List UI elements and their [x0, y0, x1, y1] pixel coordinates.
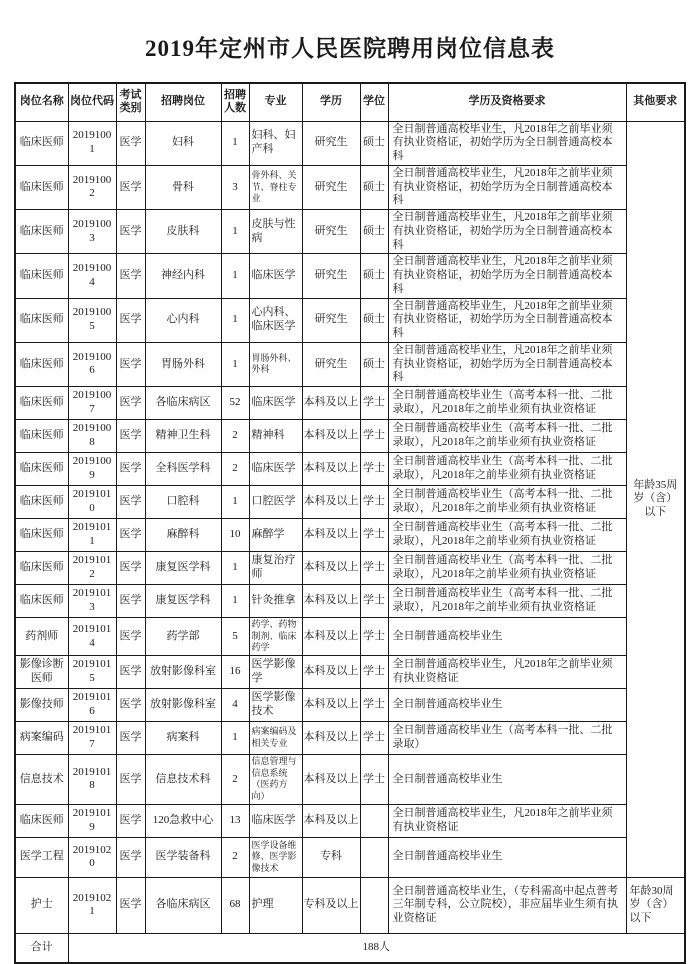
job-code-cell: 20191001	[68, 121, 116, 165]
job-table	[14, 82, 686, 964]
job-name-cell: 临床医师	[15, 552, 68, 585]
education-cell: 本科及以上	[302, 618, 360, 656]
job-name-cell: 影像诊断医师	[15, 656, 68, 689]
job-name-cell: 医学工程	[15, 837, 68, 877]
job-code-cell: 20191002	[68, 165, 116, 209]
major-cell: 医学设备维修、医学影像技术	[249, 837, 302, 877]
job-code-cell: 20191016	[68, 689, 116, 722]
recruit-dept-cell: 神经内科	[145, 254, 221, 298]
job-name-cell: 临床医师	[15, 585, 68, 618]
job-name-cell: 临床医师	[15, 420, 68, 453]
exam-category-cell: 医学	[116, 722, 145, 755]
table-row	[15, 453, 685, 486]
requirements-cell: 全日制普通高校毕业生，凡2018年之前毕业须有执业资格证，初始学历为全日制普通高校本科	[388, 210, 626, 254]
recruit-dept-cell: 药学部	[145, 618, 221, 656]
recruit-count-cell: 2	[221, 453, 249, 486]
education-cell: 本科及以上	[302, 387, 360, 420]
exam-category-cell: 医学	[116, 121, 145, 165]
job-code-cell: 20191008	[68, 420, 116, 453]
exam-category-cell: 医学	[116, 486, 145, 519]
table-row	[15, 298, 685, 342]
recruit-count-cell: 52	[221, 387, 249, 420]
job-code-cell: 20191012	[68, 552, 116, 585]
requirements-cell: 全日制普通高校毕业生，凡2018年之前毕业须有执业资格证，初始学历为全日制普通高校本科	[388, 121, 626, 165]
recruit-count-cell: 1	[221, 486, 249, 519]
degree-cell	[360, 877, 388, 933]
degree-cell: 学士	[360, 453, 388, 486]
table-row	[15, 486, 685, 519]
job-code-cell: 20191018	[68, 755, 116, 805]
header-job-code: 岗位代码	[68, 83, 116, 121]
job-code-cell: 20191003	[68, 210, 116, 254]
job-name-cell: 临床医师	[15, 453, 68, 486]
job-code-cell: 20191020	[68, 837, 116, 877]
education-cell: 本科及以上	[302, 453, 360, 486]
exam-category-cell: 医学	[116, 453, 145, 486]
header-recruit-dept: 招聘岗位	[145, 83, 221, 121]
major-cell: 麻醉学	[249, 519, 302, 552]
exam-category-cell: 医学	[116, 165, 145, 209]
requirements-cell: 全日制普通高校毕业生，凡2018年之前毕业须有执业资格证	[388, 656, 626, 689]
job-code-cell: 20191011	[68, 519, 116, 552]
requirements-cell: 全日制普通高校毕业生，凡2018年之前毕业须有执业资格证，初始学历为全日制普通高校本科	[388, 254, 626, 298]
degree-cell: 硕士	[360, 298, 388, 342]
job-name-cell: 临床医师	[15, 165, 68, 209]
degree-cell: 学士	[360, 755, 388, 805]
major-cell: 临床医学	[249, 387, 302, 420]
job-name-cell: 药剂师	[15, 618, 68, 656]
major-cell: 医学影像学	[249, 656, 302, 689]
requirements-cell: 全日制普通高校毕业生（高考本科一批、二批录取），凡2018年之前毕业须有执业资格证	[388, 486, 626, 519]
recruit-dept-cell: 信息技术科	[145, 755, 221, 805]
exam-category-cell: 医学	[116, 210, 145, 254]
header-degree: 学位	[360, 83, 388, 121]
major-cell: 胃肠外科、外科	[249, 342, 302, 386]
header-education: 学历	[302, 83, 360, 121]
header-row	[15, 83, 685, 121]
job-name-cell: 影像技师	[15, 689, 68, 722]
table-row	[15, 342, 685, 386]
table-row	[15, 165, 685, 209]
recruit-dept-cell: 全科医学科	[145, 453, 221, 486]
major-cell: 临床医学	[249, 804, 302, 837]
recruit-dept-cell: 放射影像科室	[145, 656, 221, 689]
recruit-count-cell: 2	[221, 755, 249, 805]
job-code-cell: 20191009	[68, 453, 116, 486]
education-cell: 研究生	[302, 165, 360, 209]
degree-cell: 学士	[360, 656, 388, 689]
table-row	[15, 420, 685, 453]
education-cell: 本科及以上	[302, 656, 360, 689]
requirements-cell: 全日制普通高校毕业生（高考本科一批、二批录取）	[388, 722, 626, 755]
job-name-cell: 临床医师	[15, 210, 68, 254]
recruit-dept-cell: 康复医学科	[145, 585, 221, 618]
job-name-cell: 临床医师	[15, 486, 68, 519]
job-code-cell: 20191017	[68, 722, 116, 755]
major-cell: 药学、药物制剂、临床药学	[249, 618, 302, 656]
degree-cell: 硕士	[360, 165, 388, 209]
job-code-cell: 20191019	[68, 804, 116, 837]
job-code-cell: 20191006	[68, 342, 116, 386]
degree-cell: 硕士	[360, 342, 388, 386]
recruit-dept-cell: 120急救中心	[145, 804, 221, 837]
header-other-requirements: 其他要求	[626, 83, 685, 121]
requirements-cell: 全日制普通高校毕业生（高考本科一批、二批录取），凡2018年之前毕业须有执业资格证	[388, 420, 626, 453]
recruit-dept-cell: 各临床病区	[145, 877, 221, 933]
recruit-count-cell: 1	[221, 552, 249, 585]
education-cell: 专科	[302, 837, 360, 877]
recruit-count-cell: 1	[221, 722, 249, 755]
education-cell: 本科及以上	[302, 755, 360, 805]
requirements-cell: 全日制普通高校毕业生（高考本科一批、二批录取），凡2018年之前毕业须有执业资格证	[388, 519, 626, 552]
total-value: 188人	[68, 933, 685, 963]
education-cell: 研究生	[302, 121, 360, 165]
recruit-count-cell: 4	[221, 689, 249, 722]
job-code-cell: 20191005	[68, 298, 116, 342]
table-row	[15, 254, 685, 298]
job-name-cell: 临床医师	[15, 298, 68, 342]
job-name-cell: 护士	[15, 877, 68, 933]
job-code-cell: 20191014	[68, 618, 116, 656]
education-cell: 本科及以上	[302, 585, 360, 618]
table-row	[15, 722, 685, 755]
education-cell: 本科及以上	[302, 552, 360, 585]
degree-cell	[360, 804, 388, 837]
job-name-cell: 临床医师	[15, 804, 68, 837]
exam-category-cell: 医学	[116, 519, 145, 552]
header-exam-category: 考试类别	[116, 83, 145, 121]
requirements-cell: 全日制普通高校毕业生，凡2018年之前毕业须有执业资格证，初始学历为全日制普通高校本科	[388, 342, 626, 386]
major-cell: 康复治疗师	[249, 552, 302, 585]
recruit-dept-cell: 妇科	[145, 121, 221, 165]
education-cell: 研究生	[302, 254, 360, 298]
recruit-count-cell: 10	[221, 519, 249, 552]
header-major: 专业	[249, 83, 302, 121]
other-requirement-merged-cell: 年龄35周岁（含）以下	[626, 121, 685, 877]
job-name-cell: 临床医师	[15, 121, 68, 165]
recruit-dept-cell: 心内科	[145, 298, 221, 342]
requirements-cell: 全日制普通高校毕业生	[388, 618, 626, 656]
major-cell: 针灸推拿	[249, 585, 302, 618]
major-cell: 精神科	[249, 420, 302, 453]
job-code-cell: 20191004	[68, 254, 116, 298]
exam-category-cell: 医学	[116, 254, 145, 298]
job-code-cell: 20191010	[68, 486, 116, 519]
table-row	[15, 877, 685, 933]
recruit-count-cell: 1	[221, 121, 249, 165]
recruit-count-cell: 16	[221, 656, 249, 689]
exam-category-cell: 医学	[116, 689, 145, 722]
page-title: 2019年定州市人民医院聘用岗位信息表	[145, 36, 555, 61]
table-row	[15, 804, 685, 837]
table-row	[15, 689, 685, 722]
recruit-count-cell: 1	[221, 254, 249, 298]
exam-category-cell: 医学	[116, 837, 145, 877]
major-cell: 信息管理与信息系统（医药方向）	[249, 755, 302, 805]
degree-cell: 硕士	[360, 210, 388, 254]
recruit-count-cell: 1	[221, 298, 249, 342]
education-cell: 研究生	[302, 342, 360, 386]
exam-category-cell: 医学	[116, 585, 145, 618]
degree-cell: 硕士	[360, 254, 388, 298]
exam-category-cell: 医学	[116, 387, 145, 420]
exam-category-cell: 医学	[116, 552, 145, 585]
exam-category-cell: 医学	[116, 298, 145, 342]
table-row	[15, 585, 685, 618]
total-row	[15, 933, 685, 963]
major-cell: 妇科、妇产科	[249, 121, 302, 165]
table-row	[15, 121, 685, 165]
education-cell: 本科及以上	[302, 486, 360, 519]
education-cell: 专科及以上	[302, 877, 360, 933]
degree-cell: 学士	[360, 689, 388, 722]
education-cell: 本科及以上	[302, 804, 360, 837]
requirements-cell: 全日制普通高校毕业生，（专科需高中起点普考三年制专科，公立院校），非应届毕业生须有执业资格证	[388, 877, 626, 933]
recruit-dept-cell: 口腔科	[145, 486, 221, 519]
major-cell: 皮肤与性病	[249, 210, 302, 254]
major-cell: 临床医学	[249, 453, 302, 486]
requirements-cell: 全日制普通高校毕业生	[388, 755, 626, 805]
table-row	[15, 656, 685, 689]
exam-category-cell: 医学	[116, 804, 145, 837]
job-code-cell: 20191013	[68, 585, 116, 618]
recruit-dept-cell: 放射影像科室	[145, 689, 221, 722]
major-cell: 护理	[249, 877, 302, 933]
major-cell: 骨外科、关节、脊柱专业	[249, 165, 302, 209]
job-code-cell: 20191015	[68, 656, 116, 689]
recruit-count-cell: 2	[221, 420, 249, 453]
degree-cell: 学士	[360, 519, 388, 552]
exam-category-cell: 医学	[116, 420, 145, 453]
major-cell: 临床医学	[249, 254, 302, 298]
recruit-count-cell: 1	[221, 342, 249, 386]
major-cell: 医学影像技术	[249, 689, 302, 722]
job-name-cell: 病案编码	[15, 722, 68, 755]
job-name-cell: 临床医师	[15, 342, 68, 386]
table-row	[15, 755, 685, 805]
major-cell: 心内科、临床医学	[249, 298, 302, 342]
education-cell: 本科及以上	[302, 722, 360, 755]
header-job-name: 岗位名称	[15, 83, 68, 121]
job-name-cell: 临床医师	[15, 519, 68, 552]
recruit-dept-cell: 精神卫生科	[145, 420, 221, 453]
recruit-dept-cell: 康复医学科	[145, 552, 221, 585]
recruit-count-cell: 68	[221, 877, 249, 933]
requirements-cell: 全日制普通高校毕业生，凡2018年之前毕业须有执业资格证，初始学历为全日制普通高校本科	[388, 165, 626, 209]
exam-category-cell: 医学	[116, 755, 145, 805]
recruit-dept-cell: 胃肠外科	[145, 342, 221, 386]
job-name-cell: 信息技术	[15, 755, 68, 805]
education-cell: 研究生	[302, 210, 360, 254]
exam-category-cell: 医学	[116, 877, 145, 933]
degree-cell: 学士	[360, 486, 388, 519]
other-requirement-cell: 年龄30周岁（含）以下	[626, 877, 685, 933]
exam-category-cell: 医学	[116, 618, 145, 656]
degree-cell: 学士	[360, 618, 388, 656]
exam-category-cell: 医学	[116, 656, 145, 689]
job-code-cell: 20191007	[68, 387, 116, 420]
degree-cell: 学士	[360, 552, 388, 585]
recruit-count-cell: 1	[221, 210, 249, 254]
requirements-cell: 全日制普通高校毕业生	[388, 837, 626, 877]
degree-cell: 学士	[360, 585, 388, 618]
education-cell: 研究生	[302, 298, 360, 342]
recruit-dept-cell: 病案科	[145, 722, 221, 755]
table-row	[15, 519, 685, 552]
requirements-cell: 全日制普通高校毕业生（高考本科一批、二批录取），凡2018年之前毕业须有执业资格证	[388, 552, 626, 585]
recruit-dept-cell: 皮肤科	[145, 210, 221, 254]
table-body	[15, 121, 685, 933]
recruit-dept-cell: 骨科	[145, 165, 221, 209]
table-row	[15, 210, 685, 254]
requirements-cell: 全日制普通高校毕业生（高考本科一批、二批录取），凡2018年之前毕业须有执业资格证	[388, 387, 626, 420]
header-recruit-count: 招聘人数	[221, 83, 249, 121]
degree-cell: 硕士	[360, 121, 388, 165]
education-cell: 本科及以上	[302, 689, 360, 722]
header-requirements: 学历及资格要求	[388, 83, 626, 121]
major-cell: 病案编码及相关专业	[249, 722, 302, 755]
major-cell: 口腔医学	[249, 486, 302, 519]
requirements-cell: 全日制普通高校毕业生	[388, 689, 626, 722]
table-row	[15, 387, 685, 420]
recruit-count-cell: 13	[221, 804, 249, 837]
degree-cell	[360, 837, 388, 877]
job-name-cell: 临床医师	[15, 387, 68, 420]
table-row	[15, 552, 685, 585]
recruit-count-cell: 3	[221, 165, 249, 209]
table-row	[15, 618, 685, 656]
job-name-cell: 临床医师	[15, 254, 68, 298]
recruit-dept-cell: 麻醉科	[145, 519, 221, 552]
recruit-count-cell: 2	[221, 837, 249, 877]
degree-cell: 学士	[360, 420, 388, 453]
requirements-cell: 全日制普通高校毕业生（高考本科一批、二批录取），凡2018年之前毕业须有执业资格证	[388, 453, 626, 486]
degree-cell: 学士	[360, 387, 388, 420]
recruit-dept-cell: 各临床病区	[145, 387, 221, 420]
education-cell: 本科及以上	[302, 420, 360, 453]
education-cell: 本科及以上	[302, 519, 360, 552]
table-row	[15, 837, 685, 877]
recruit-dept-cell: 医学装备科	[145, 837, 221, 877]
recruit-count-cell: 5	[221, 618, 249, 656]
total-label: 合计	[15, 933, 68, 963]
requirements-cell: 全日制普通高校毕业生，凡2018年之前毕业须有执业资格证，初始学历为全日制普通高校本科	[388, 298, 626, 342]
recruit-count-cell: 1	[221, 585, 249, 618]
degree-cell: 学士	[360, 722, 388, 755]
requirements-cell: 全日制普通高校毕业生，凡2018年之前毕业须有执业资格证	[388, 804, 626, 837]
exam-category-cell: 医学	[116, 342, 145, 386]
job-code-cell: 20191021	[68, 877, 116, 933]
requirements-cell: 全日制普通高校毕业生（高考本科一批、二批录取），凡2018年之前毕业须有执业资格证	[388, 585, 626, 618]
